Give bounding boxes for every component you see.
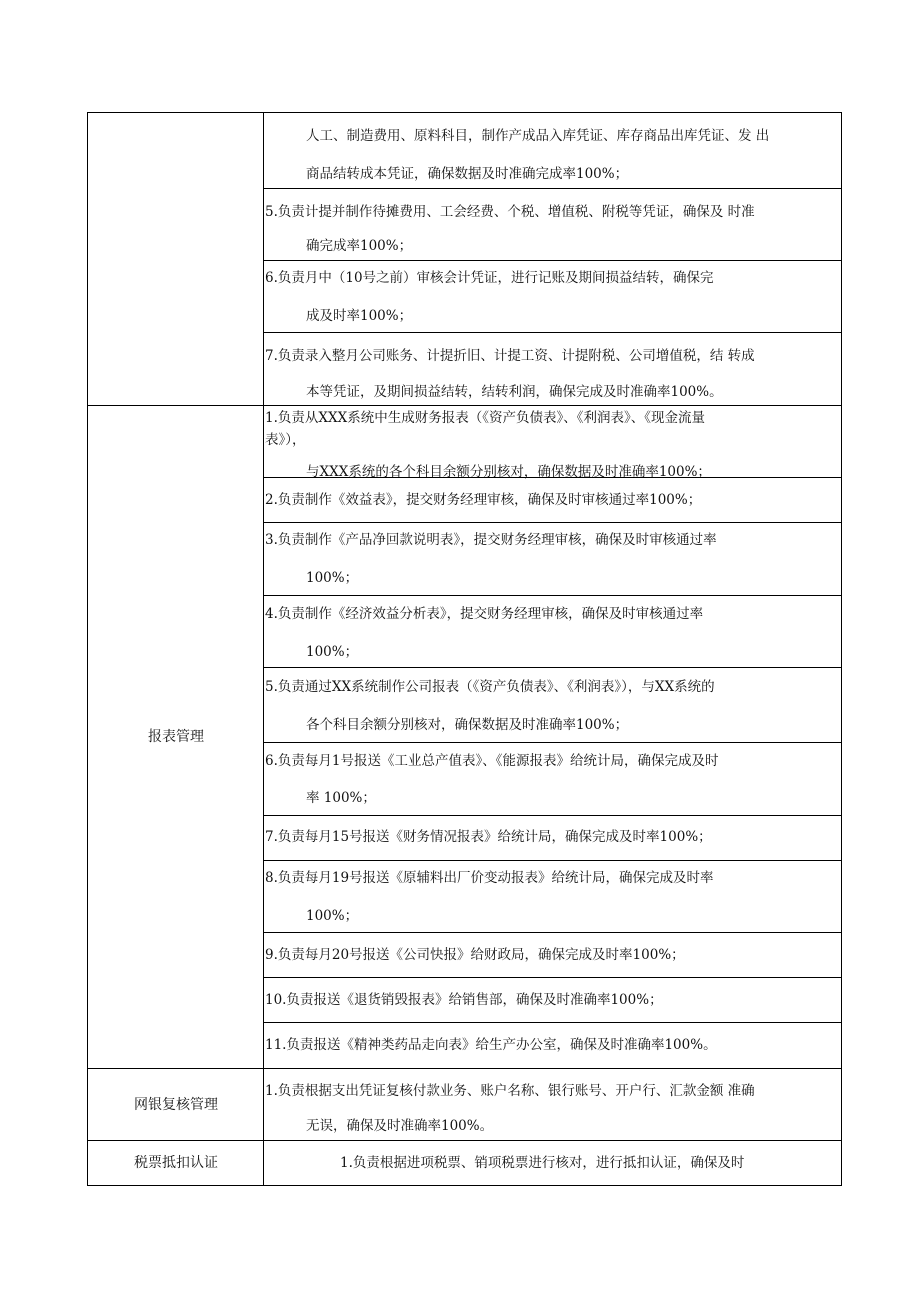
item-divider: [263, 522, 842, 523]
duty-text-line: 11.负责报送《精神类药品走向表》给生产办公室，确保及时准确率100%。: [265, 1037, 717, 1053]
duty-text-line: 9.负责每月20号报送《公司快报》给财政局，确保完成及时率100%；: [265, 947, 685, 963]
duty-text-line: 与XXX系统的各个科目余额分别核对，确保数据及时准确率100%；: [306, 464, 711, 480]
table-border-divider: [263, 112, 264, 1186]
duty-text-line: 1.负责根据进项税票、销项税票进行核对，进行抵扣认证，确保及时: [340, 1155, 745, 1171]
duty-text-line: 本等凭证，及期间损益结转，结转利润，确保完成及时准确率100%。: [306, 384, 723, 400]
duty-text-line: 7.负责每月15号报送《财务情况报表》给统计局，确保完成及时率100%；: [265, 829, 712, 845]
section-label: 网银复核管理: [134, 1097, 218, 1113]
duty-text-line: 1.负责根据支出凭证复核付款业务、账户名称、银行账号、开户行、汇款金额 准确: [265, 1083, 755, 1099]
item-divider: [263, 260, 842, 261]
duty-text-line: 3.负责制作《产品净回款说明表》，提交财务经理审核，确保及时审核通过率: [265, 532, 717, 548]
item-divider: [263, 1022, 842, 1023]
item-divider: [263, 815, 842, 816]
section-label: 税票抵扣认证: [134, 1155, 218, 1171]
section-label: 报表管理: [148, 729, 204, 745]
item-divider: [263, 667, 842, 668]
duty-text-line: 无误，确保及时准确率100%。: [306, 1118, 494, 1134]
duty-text-line: 确完成率100%；: [306, 238, 413, 254]
duty-text-line: 成及时率100%；: [306, 308, 413, 324]
item-divider: [263, 932, 842, 933]
duty-text-line: 7.负责录入整月公司账务、计提折旧、计提工资、计提附税、公司增值税，结 转成: [265, 348, 755, 364]
duty-text-line: 10.负责报送《退货销毁报表》给销售部，确保及时准确率100%；: [265, 992, 663, 1008]
duty-text-line: 1.负责从XXX系统中生成财务报表（《资产负债表》、《利润表》、《现金流量: [265, 410, 705, 426]
duty-text-line: 4.负责制作《经济效益分析表》，提交财务经理审核，确保及时审核通过率: [265, 606, 704, 622]
duty-text-line: 100%；: [306, 644, 359, 660]
duty-text-line: 6.负责每月1号报送《工业总产值表》、《能源报表》给统计局，确保完成及时: [265, 753, 719, 769]
duty-text-line: 100%；: [306, 908, 359, 924]
duty-text-line: 100%；: [306, 570, 359, 586]
table-border-right: [841, 112, 842, 1186]
table-border-left: [87, 112, 88, 1186]
duty-text-line: 人工、制造费用、原料科目，制作产成品入库凭证、库存商品出库凭证、发 出: [306, 128, 770, 144]
duty-text-line: 5.负责通过XX系统制作公司报表（《资产负债表》、《利润表》），与XX系统的: [265, 679, 715, 695]
duty-text-line: 5.负责计提并制作待摊费用、工会经费、个税、增值税、附税等凭证，确保及 时准: [265, 204, 755, 220]
duty-text-line: 各个科目余额分别核对，确保数据及时准确率100%；: [306, 717, 629, 733]
item-divider: [263, 332, 842, 333]
item-divider: [263, 595, 842, 596]
section-divider: [87, 405, 842, 406]
duty-text-line: 2.负责制作《效益表》，提交财务经理审核，确保及时审核通过率100%；: [265, 492, 702, 508]
section-divider: [87, 1140, 842, 1141]
item-divider: [263, 977, 842, 978]
item-divider: [263, 188, 842, 189]
item-divider: [263, 742, 842, 743]
duty-text-line: 表》），: [265, 432, 306, 448]
duty-text-line: 商品结转成本凭证，确保数据及时准确完成率100%；: [306, 166, 629, 182]
table-border-bottom: [87, 1185, 842, 1186]
item-divider: [263, 860, 842, 861]
table-border-top: [87, 112, 842, 113]
duty-text-line: 6.负责月中（10号之前）审核会计凭证，进行记账及期间损益结转，确保完: [265, 270, 714, 286]
duty-text-line: 率 100%；: [306, 790, 376, 806]
duty-text-line: 8.负责每月19号报送《原辅料出厂价变动报表》给统计局，确保完成及时率: [265, 870, 714, 886]
section-divider: [87, 1068, 842, 1069]
